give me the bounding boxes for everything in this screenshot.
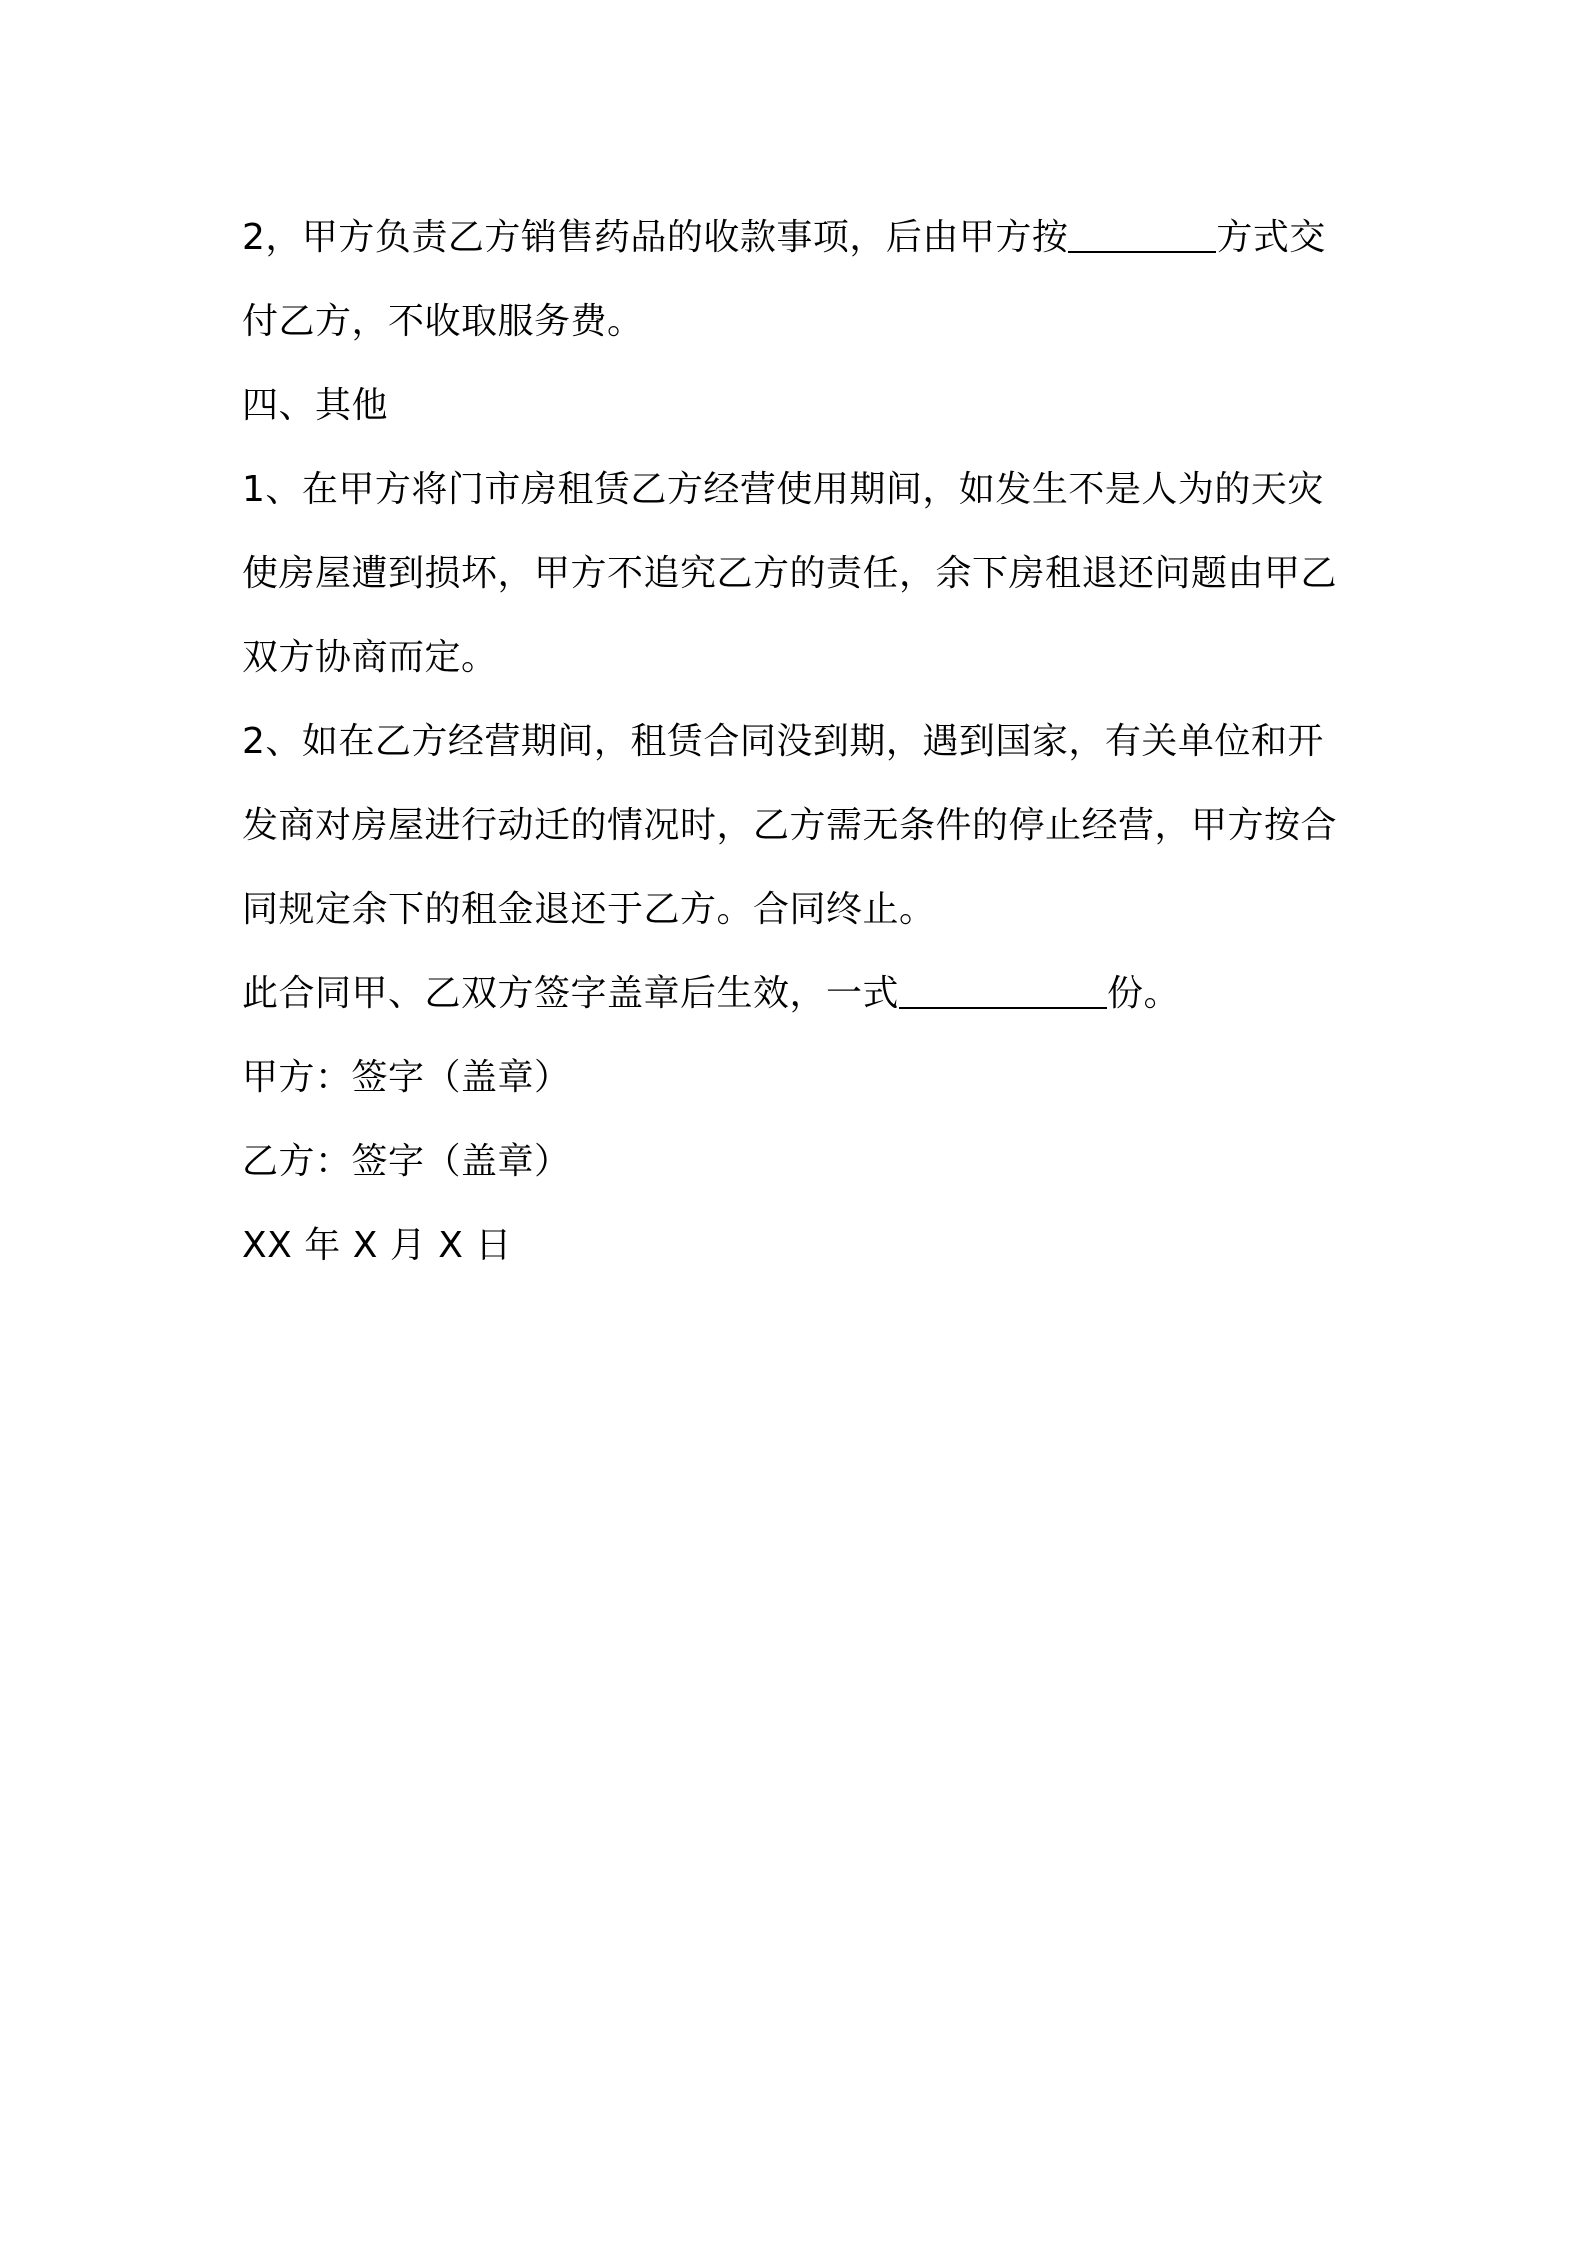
clause-1-line-1: 1、在甲方将门市房租赁乙方经营使用期间，如发生不是人为的天灾 [242, 469, 1324, 510]
party-a-signature: 甲方：签字（盖章） [242, 1057, 571, 1098]
payment-clause-line-2: 付乙方，不收取服务费。 [242, 301, 644, 342]
payment-clause-text: 2，甲方负责乙方销售药品的收款事项，后由甲方按 [242, 217, 1069, 258]
payment-method-blank [1068, 215, 1216, 253]
payment-clause-text-end: 方式交 [1216, 217, 1326, 258]
clause-2-line-3: 同规定余下的租金退还于乙方。合同终止。 [242, 889, 936, 930]
effectiveness-clause [242, 952, 1362, 1036]
contract-date: XX 年 X 月 X 日 [242, 1225, 512, 1266]
payment-clause-line-1 [242, 196, 1362, 280]
clause-2-line-1: 2、如在乙方经营期间，租赁合同没到期，遇到国家，有关单位和开 [242, 721, 1324, 762]
clause-1-line-2: 使房屋遭到损坏，甲方不追究乙方的责任，余下房租退还问题由甲乙 [242, 553, 1338, 594]
effectiveness-text-end: 份。 [1107, 973, 1181, 1014]
clause-1-line-3: 双方协商而定。 [242, 637, 498, 678]
document-body [242, 196, 1362, 1288]
party-b-signature: 乙方：签字（盖章） [242, 1141, 571, 1182]
section-four-heading: 四、其他 [242, 385, 389, 426]
clause-2-line-2: 发商对房屋进行动迁的情况时，乙方需无条件的停止经营，甲方按合 [242, 805, 1338, 846]
effectiveness-text: 此合同甲、乙双方签字盖章后生效，一式 [242, 973, 900, 1014]
copies-count-blank [899, 971, 1107, 1009]
